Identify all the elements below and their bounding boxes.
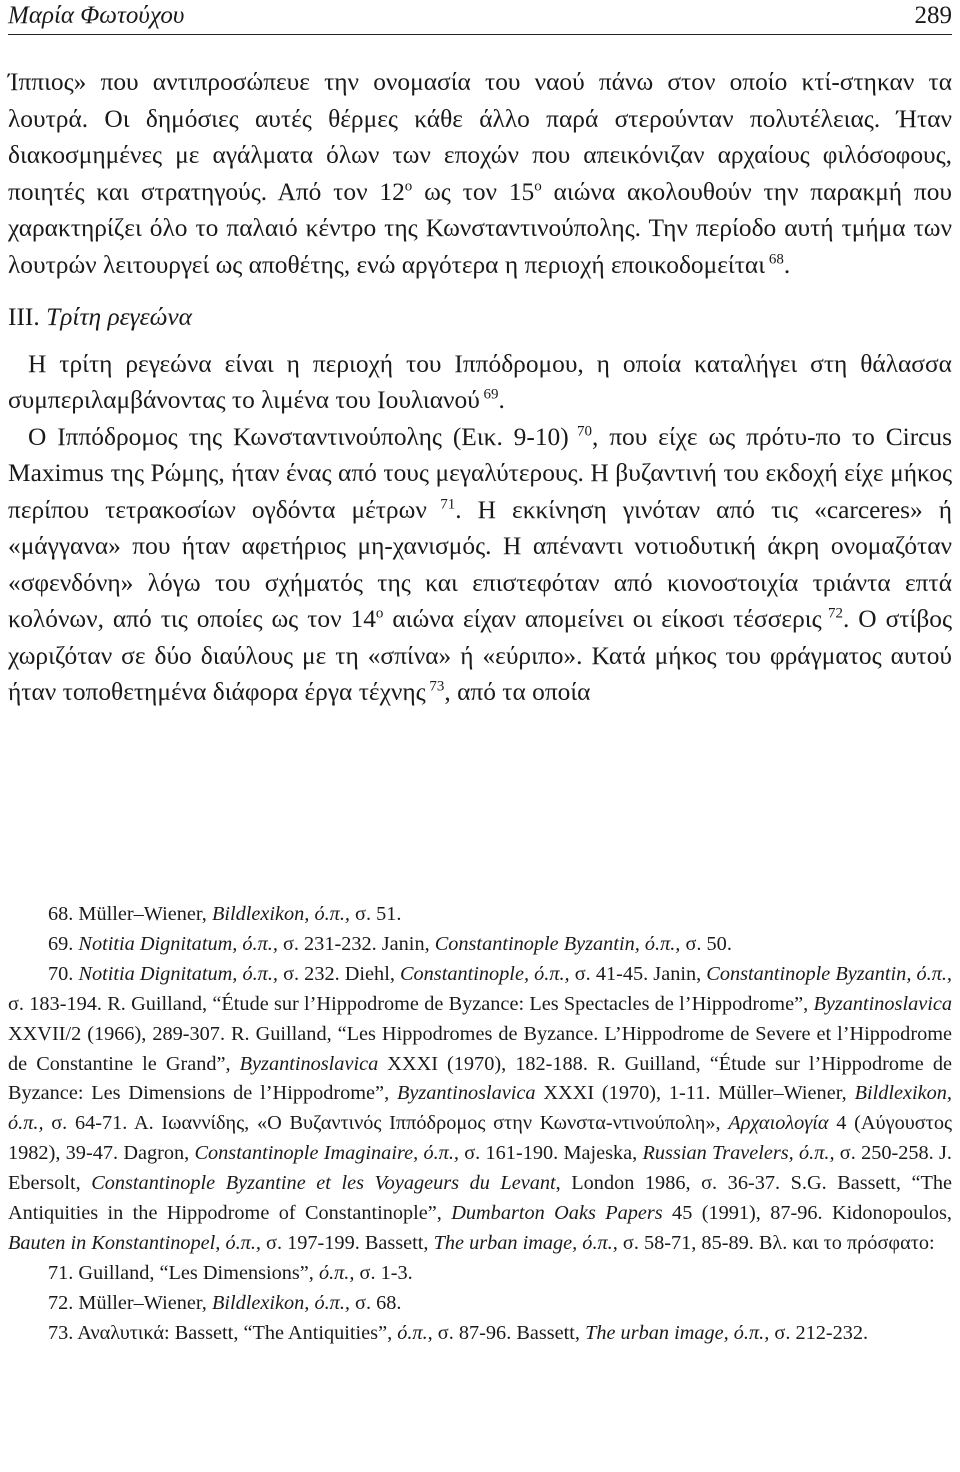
text-run: σ. 50. — [680, 932, 732, 955]
italic-run: Constantinople Byzantin, ό.π., — [706, 962, 952, 985]
text-run: σ. 232. Diehl, — [277, 962, 400, 985]
italic-run: The urban image, ό.π., — [585, 1321, 770, 1344]
footnote-72 — [8, 1289, 952, 1319]
text-run: σ. 183-194. R. Guilland, “Étude sur l’Hippodrome de Byzance: Les Spectacles de l’Hippodrome”, — [8, 992, 814, 1015]
text-run: , από τα οποία — [444, 678, 591, 706]
footnote-ref-68[interactable]: 68 — [765, 251, 784, 268]
running-header-author: Μαρία Φωτούχου — [8, 2, 185, 29]
italic-run: ό.π., — [318, 1261, 355, 1284]
footnote-68 — [8, 900, 952, 930]
text-run: 4 (Αύγουστος 1982), 39-47. Dagron, — [8, 1112, 953, 1165]
section-title: Τρίτη ρεγεώνα — [46, 303, 192, 331]
text-run: . — [498, 386, 505, 414]
text-run: ως τον 15 — [412, 177, 535, 206]
text-run: , London 1986, σ. 36-37. S.G. Bassett, “The Antiquities in the Hippodrome of Constantinople”, — [8, 1172, 952, 1225]
text-run: . Η εκκίνηση γινόταν από τις «carceres» ή «μάγγανα» που ήταν αφετήριος μη-χανισμός. Η απέναντι νοτιοδυτική άκρη ονομαζόταν «σφενδόνη» λόγω του σχήματός της και επιστεφόταν από κιονοστοιχία τριάντα επτά κολόνων, από τις οποίες ως τον 14 — [8, 495, 952, 633]
section-heading — [8, 299, 952, 336]
italic-run: Russian Travelers, ό.π., — [642, 1142, 835, 1165]
superscript: ο — [404, 178, 413, 195]
footnote-ref-73[interactable]: 73 — [425, 678, 445, 695]
text-run: αιώνα είχαν απομείνει οι είκοσι τέσσερις — [383, 605, 822, 633]
text-run: σ. 68. — [349, 1291, 402, 1314]
italic-run: Bauten in Konstantinopel, ό.π., — [8, 1231, 261, 1254]
main-text — [8, 64, 952, 711]
text-run: σ. 212-232. — [769, 1321, 869, 1344]
text-run: αιώνα ακολουθούν την παρακμή που χαρακτηρίζει όλο το παλαιό κέντρο της Κωνσταντινούπολης. Την περίοδο αυτή τμήμα των λουτρών λειτουργεί ως αποθέτης, ενώ αργότερα η περιοχή εποικοδομείται — [8, 177, 952, 279]
footnote-ref-69[interactable]: 69 — [479, 386, 499, 403]
text-run: σ. 231-232. Janin, — [277, 932, 435, 955]
italic-run: Constantinople Byzantin, ό.π., — [434, 932, 681, 955]
text-run: 68. Müller–Wiener, — [48, 903, 212, 925]
text-run: Ίππιος» που αντιπροσώπευε την ονομασία του ναού πάνω στον οποίο κτί-στηκαν τα λουτρά. Οι δημόσιες αυτές θέρμες κάθε άλλο παρά στερούνταν πολυτέλειας. Ήταν διακοσμημένες με αγάλματα όλων των εποχών που απεικόνιζαν αρχαίους φιλόσοφους, ποιητές και στρατηγούς. Από τον 12 — [8, 68, 952, 206]
footnote-73 — [8, 1319, 952, 1349]
italic-run: Byzantinoslavica — [396, 1082, 536, 1105]
footnote-71 — [8, 1259, 952, 1289]
italic-run: Notitia Dignitatum, ό.π., — [78, 932, 278, 955]
text-run: 71. Guilland, “Les Dimensions”, — [48, 1261, 319, 1284]
text-run: , που είχε ως πρότυ-πο το Circus Maximus της Ρώμης, ήταν ένας από τους μεγαλύτερους. Η βυζαντινή του εκδοχή είχε μήκος περίπου τετρακοσίων ογδόντα μέτρων — [8, 422, 952, 524]
italic-run: ό.π., — [397, 1321, 433, 1344]
text-run: 69. — [48, 932, 79, 955]
footnote-ref-71[interactable]: 71 — [426, 496, 456, 513]
footnote-ref-72[interactable]: 72 — [821, 605, 843, 622]
italic-run: Constantinople Imaginaire, ό.π., — [194, 1142, 459, 1165]
footnote-ref-70[interactable]: 70 — [568, 423, 592, 440]
text-run: Ο Ιππόδρομος της Κωνσταντινούπολης (Εικ. 9-10) — [28, 422, 569, 451]
text-run: σ. 1-3. — [354, 1261, 413, 1284]
italic-run: Byzantinoslavica — [239, 1052, 379, 1075]
text-run: σ. 197-199. Bassett, — [260, 1231, 434, 1254]
text-run: 72. Müller–Wiener, — [48, 1291, 212, 1314]
section-number: III. — [8, 303, 40, 331]
header-rule — [8, 34, 952, 35]
text-run: 73. Αναλυτικά: Bassett, “The Antiquities”, — [48, 1321, 398, 1344]
superscript: ο — [375, 605, 384, 622]
text-run: Η τρίτη ρεγεώνα είναι η περιοχή του Ιππόδρομου, η οποία καταλήγει στη θάλασσα συμπεριλαμβάνοντας το λιμένα του Ιουλιανού — [8, 349, 952, 414]
text-run: . Ο στίβος χωριζόταν σε δύο διαύλους με τη «σπίνα» ή «εύριπο». Κατά μήκος του φράγματος αυτού ήταν τοποθετημένα διάφορα έργα τέχνης — [8, 605, 952, 706]
italic-run: Notitia Dignitatum, ό.π., — [78, 962, 278, 985]
text-run: 45 (1991), 87-96. Kidonopoulos, — [662, 1202, 952, 1225]
italic-run: Bildlexikon, ό.π., — [211, 903, 350, 925]
paragraph-2 — [8, 346, 952, 419]
italic-run: The urban image, ό.π., — [433, 1231, 618, 1254]
page-number: 289 — [914, 2, 952, 29]
text-run: XXXI (1970), 1-11. Müller–Wiener, — [535, 1082, 855, 1105]
footnote-70 — [8, 960, 952, 1259]
text-run: σ. 250-258. J. Ebersolt, — [8, 1142, 952, 1195]
text-run: XXXI (1970), 182-188. R. Guilland, “Étude sur l’Hippodrome de Byzance: Les Dimensions de l’Hippodrome”, — [8, 1052, 952, 1105]
footnotes — [8, 900, 952, 1349]
text-run: . — [783, 250, 791, 279]
text-run: σ. 87-96. Bassett, — [432, 1321, 586, 1344]
paragraph-1 — [8, 64, 952, 283]
text-run: σ. 41-45. Janin, — [569, 962, 707, 985]
text-run: XXVII/2 (1966), 289-307. R. Guilland, “Les Hippodromes de Byzance. L’Hippodrome de Severe et l’Hippodrome de Constantine le Grand”, — [8, 1022, 952, 1075]
italic-run: Constantinople Byzantine et les Voyageurs du Levant — [91, 1172, 556, 1195]
text-run: σ. 51. — [349, 903, 402, 925]
italic-run: Bildlexikon, ό.π., — [211, 1291, 350, 1314]
italic-run: Bildlexikon, ό.π., — [8, 1082, 952, 1135]
footnote-69 — [8, 930, 952, 960]
italic-run: Constantinople, ό.π., — [400, 962, 570, 985]
italic-run: Dumbarton Oaks Papers — [451, 1202, 663, 1225]
italic-run: Αρχαιολογία — [728, 1112, 829, 1135]
superscript: ο — [534, 178, 542, 195]
text-run: σ. 64-71. Α. Ιωαννίδης, «Ο Βυζαντινός Ιππόδρομος στην Κωνστα-ντινούπολη», — [43, 1112, 729, 1135]
text-run: σ. 58-71, 85-89. Βλ. και το πρόσφατο: — [617, 1231, 935, 1254]
running-header — [8, 0, 952, 34]
paragraph-3 — [8, 419, 952, 711]
text-run: 70. — [48, 962, 79, 985]
text-run: σ. 161-190. Majeska, — [458, 1142, 643, 1165]
italic-run: Byzantinoslavica — [813, 992, 952, 1015]
